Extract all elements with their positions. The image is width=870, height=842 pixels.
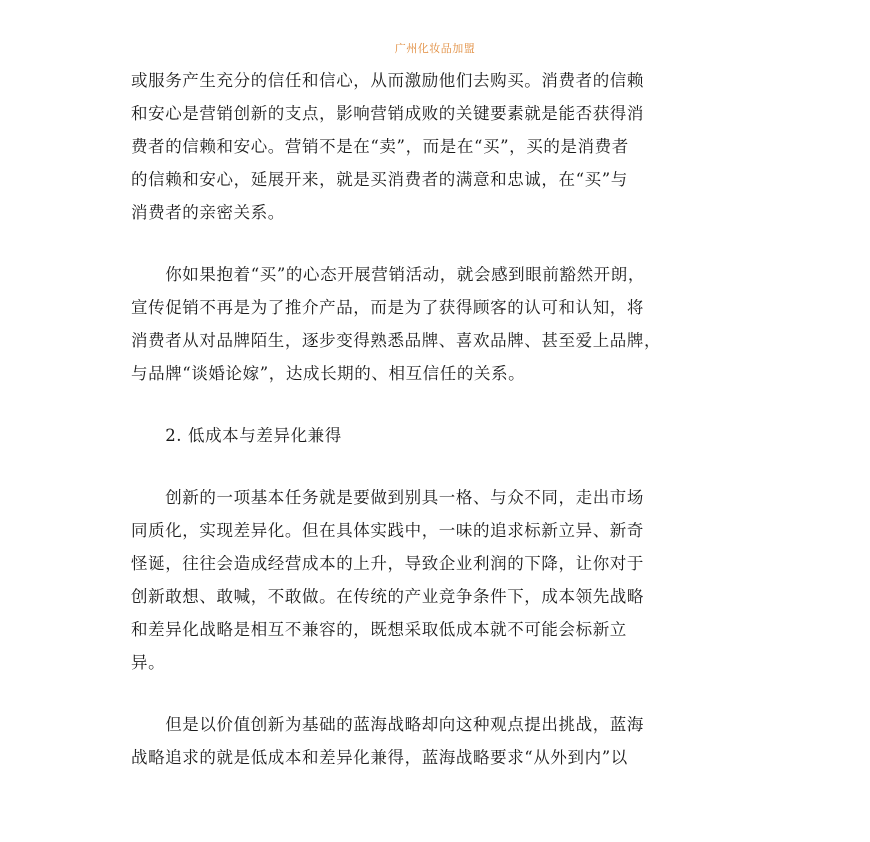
- paragraph-gap: [131, 390, 743, 419]
- text-line: 的信赖和安心，延展开来，就是买消费者的满意和忠诚，在“买”与: [131, 170, 628, 189]
- heading-line: 2. 低成本与差异化兼得: [131, 426, 342, 445]
- header-link[interactable]: 广州化妆品加盟: [394, 42, 476, 55]
- text-line: 或服务产生充分的信任和信心，从而激励他们去购买。消费者的信赖: [131, 71, 644, 90]
- text-line: 战略追求的就是低成本和差异化兼得，蓝海战略要求“从外到内”以: [131, 748, 628, 767]
- section-heading: [131, 419, 743, 452]
- text-line: 异。: [131, 653, 166, 672]
- text-line: 但是以价值创新为基础的蓝海战略却向这种观点提出挑战，蓝海: [131, 715, 644, 734]
- text-line: 宣传促销不再是为了推介产品，而是为了获得顾客的认可和认知，将: [131, 298, 644, 317]
- text-line: 和安心是营销创新的支点，影响营销成败的关键要素就是能否获得消: [131, 104, 644, 123]
- text-line: 消费者的亲密关系。: [131, 203, 285, 222]
- paragraph-gap: [131, 679, 743, 708]
- text-line: 创新敢想、敢喊，不敢做。在传统的产业竞争条件下，成本领先战略: [131, 587, 644, 606]
- text-line: 你如果抱着“买”的心态开展营销活动，就会感到眼前豁然开朗，: [131, 265, 645, 284]
- paragraph-gap: [131, 229, 743, 258]
- paragraph-gap: [131, 452, 743, 481]
- text-line: 和差异化战略是相互不兼容的，既想采取低成本就不可能会标新立: [131, 620, 627, 639]
- paragraph: [131, 708, 743, 774]
- paragraph: [131, 258, 743, 390]
- paragraph: [131, 64, 743, 229]
- text-line: 怪诞，往往会造成经营成本的上升，导致企业利润的下降，让你对于: [131, 554, 644, 573]
- text-line: 费者的信赖和安心。营销不是在“卖”，而是在“买”，买的是消费者: [131, 137, 629, 156]
- paragraph: [131, 481, 743, 679]
- document-body: [131, 64, 743, 774]
- text-line: 与品牌“谈婚论嫁”，达成长期的、相互信任的关系。: [131, 364, 526, 383]
- text-line: 同质化，实现差异化。但在具体实践中，一味的追求标新立异、新奇: [131, 521, 644, 540]
- text-line: 消费者从对品牌陌生，逐步变得熟悉品牌、喜欢品牌、甚至爱上品牌，: [131, 331, 662, 350]
- text-line: 创新的一项基本任务就是要做到别具一格、与众不同，走出市场: [131, 488, 644, 507]
